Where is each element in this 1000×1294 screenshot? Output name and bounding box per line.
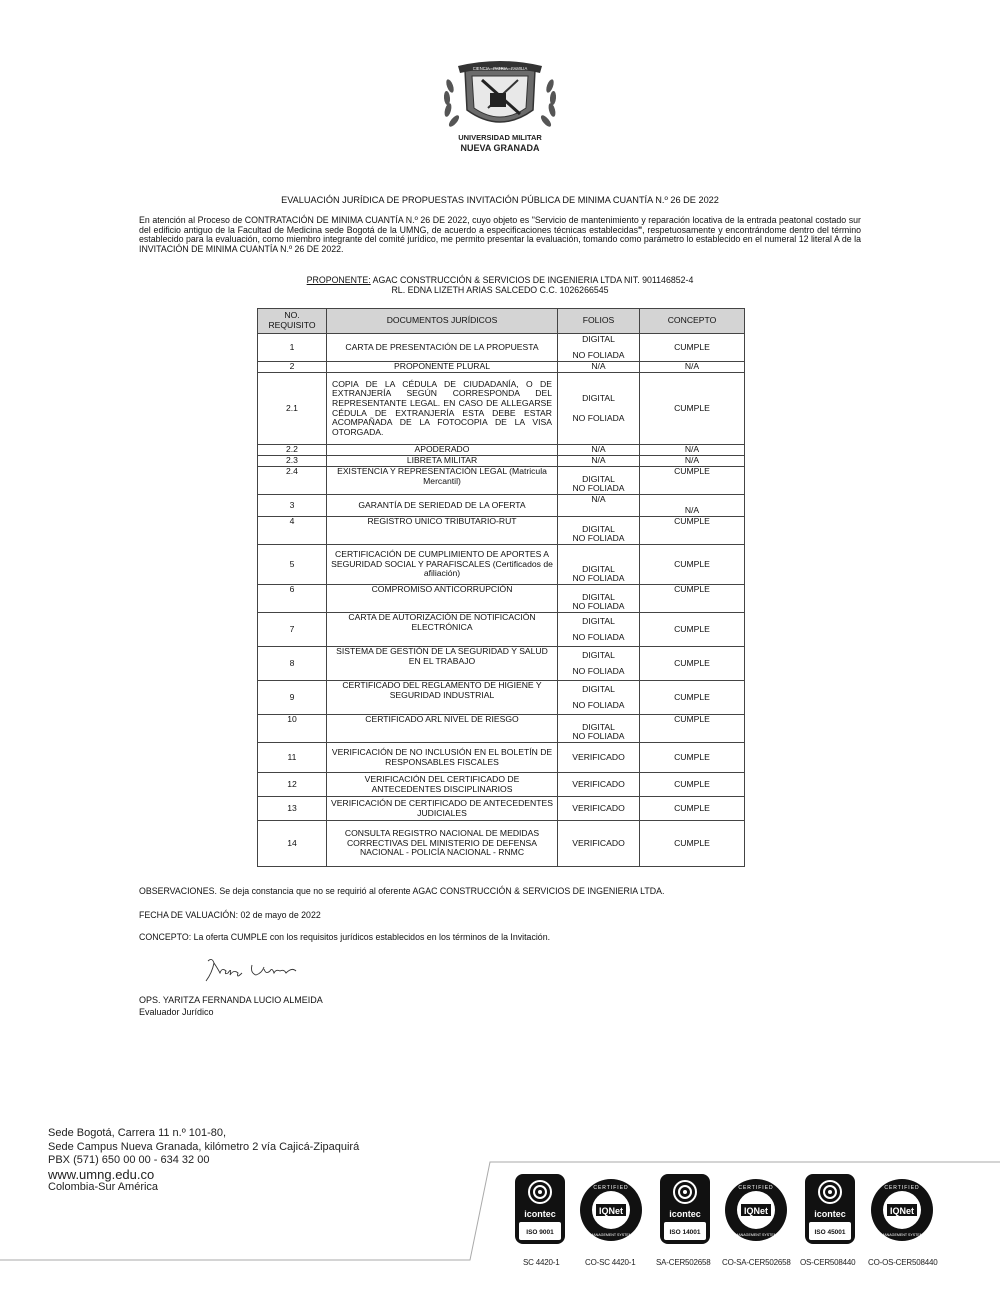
folios-cell [558, 743, 640, 773]
document-name: APODERADO [327, 445, 558, 456]
folios-status: DIGITAL [582, 591, 615, 602]
document-name: CONSULTA REGISTRO NACIONAL DE MEDIDAS CORRECTIVAS DEL MINISTERIO DE DEFENSA NACIONAL - POLICÍA NACIONAL - RNMC [327, 821, 558, 867]
requisito-number: 6 [258, 585, 327, 613]
iso-standard: ISO 45001 [814, 1229, 846, 1236]
requisito-number: 3 [258, 495, 327, 517]
folios-status: N/A [591, 361, 606, 372]
iqnet-brand: IQNet [598, 1206, 624, 1216]
icontec-badge [797, 1172, 863, 1248]
folios-status: DIGITAL [582, 333, 615, 344]
icontec-badge [507, 1172, 573, 1248]
table-row [258, 613, 745, 647]
iqnet-badge [723, 1172, 789, 1248]
folios-cell [558, 773, 640, 797]
logo-line1: UNIVERSIDAD MILITAR [458, 133, 542, 142]
folios-status: DIGITAL [582, 473, 615, 484]
requisito-number: 2.3 [258, 456, 327, 467]
logo-line2: NUEVA GRANADA [460, 143, 540, 153]
table-row [258, 585, 745, 613]
folios-status: DIGITAL [582, 721, 615, 732]
certification-code: OS-CER508440 [800, 1258, 856, 1267]
iso-standard: ISO 9001 [526, 1229, 554, 1236]
requisito-number: 2.4 [258, 467, 327, 495]
concepto-cell: CUMPLE [640, 773, 745, 797]
document-name: CERTIFICACIÓN DE CUMPLIMIENTO DE APORTES A SEGURIDAD SOCIAL Y PARAFISCALES (Certificados de afiliación) [327, 545, 558, 585]
requisito-number: 2.1 [258, 373, 327, 445]
folios-status: VERIFICADO [572, 802, 625, 813]
document-name: GARANTÍA DE SERIEDAD DE LA OFERTA [327, 495, 558, 517]
folios-cell [558, 613, 640, 647]
requisito-number: 4 [258, 517, 327, 545]
concepto-cell: CUMPLE [640, 647, 745, 681]
folios-note: NO FOLIADA [572, 601, 625, 612]
folios-cell [558, 545, 640, 585]
table-row [258, 647, 745, 681]
proponent-label: PROPONENTE: [306, 275, 371, 285]
table-row [258, 715, 745, 743]
intro-part2: , respetuosamente y encontrándome dentro del término establecido para la evaluación, como miembro integrante del comité jurídico, me permito presentar la evaluación, tomando como parámetro lo establecido en el numeral 12 literal A de la INVITACIÓN DE MINIMA CUANTÍA N.º 26 DE 2022. [139, 224, 861, 254]
document-name: LIBRETA MILITAR [327, 456, 558, 467]
table-row [258, 821, 745, 867]
folios-status: VERIFICADO [572, 778, 625, 789]
iqnet-top-text: CERTIFIED [593, 1185, 629, 1191]
folios-cell [558, 715, 640, 743]
signer-name: OPS. YARITZA FERNANDA LUCIO ALMEIDA [139, 995, 323, 1005]
folios-note: NO FOLIADA [572, 665, 625, 676]
document-name: PROPONENTE PLURAL [327, 362, 558, 373]
folios-cell [558, 334, 640, 362]
concept-statement: CONCEPTO: La oferta CUMPLE con los requisitos jurídicos establecidos en los términos de la Invitación. [139, 932, 551, 942]
folios-cell [558, 495, 640, 517]
document-name: VERIFICACIÓN DE NO INCLUSIÓN EN EL BOLETÍN DE RESPONSABLES FISCALES [327, 743, 558, 773]
folios-note: NO FOLIADA [572, 349, 625, 360]
document-name: COMPROMISO ANTICORRUPCIÓN [327, 585, 558, 613]
document-name: REGISTRO UNICO TRIBUTARIO-RUT [327, 517, 558, 545]
folios-note: NO FOLIADA [572, 533, 625, 544]
concepto-cell: CUMPLE [640, 613, 745, 647]
footer-line3: PBX (571) 650 00 00 - 634 32 00 [48, 1154, 210, 1166]
certification-code: CO-OS-CER508440 [868, 1258, 938, 1267]
table-row [258, 362, 745, 373]
document-name: SISTEMA DE GESTIÓN DE LA SEGURIDAD Y SALUD EN EL TRABAJO [327, 647, 558, 681]
table-row [258, 773, 745, 797]
folios-cell [558, 797, 640, 821]
requisito-number: 8 [258, 647, 327, 681]
concepto-cell: CUMPLE [640, 715, 745, 743]
folios-status: DIGITAL [582, 615, 615, 626]
folios-note: NO FOLIADA [572, 731, 625, 742]
folios-status: N/A [591, 444, 606, 455]
iqnet-bottom-text: MANAGEMENT SYSTEM [881, 1233, 923, 1237]
proponent-line2: RL. EDNA LIZETH ARIAS SALCEDO C.C. 1026266545 [391, 285, 609, 295]
table-header-row [258, 309, 745, 334]
requirements-table [257, 308, 745, 867]
folios-status: VERIFICADO [572, 837, 625, 848]
folios-cell [558, 456, 640, 467]
table-row [258, 797, 745, 821]
icontec-badge [652, 1172, 718, 1248]
icontec-brand: icontec [669, 1209, 701, 1219]
iqnet-bottom-text: MANAGEMENT SYSTEM [590, 1233, 632, 1237]
header-folios: FOLIOS [558, 309, 640, 334]
footer-line2: Sede Campus Nueva Granada, kilómetro 2 vía Cajicá-Zipaquirá [48, 1140, 360, 1153]
intro-paragraph [139, 216, 861, 254]
folios-status: N/A [591, 494, 606, 504]
document-name: CERTIFICADO DEL REGLAMENTO DE HIGIENE Y SEGURIDAD INDUSTRIAL [327, 681, 558, 715]
document-name: VERIFICACIÓN DE CERTIFICADO DE ANTECEDENTES JUDICIALES [327, 797, 558, 821]
table-row [258, 545, 745, 585]
folios-note: NO FOLIADA [572, 699, 625, 710]
proponent-block [0, 275, 1000, 295]
folios-cell [558, 647, 640, 681]
iqnet-badge [869, 1172, 935, 1248]
iqnet-top-text: CERTIFIED [884, 1185, 920, 1191]
folios-cell [558, 681, 640, 715]
folios-note: NO FOLIADA [572, 483, 625, 494]
table-body [258, 334, 745, 867]
folios-note: NO FOLIADA [572, 412, 625, 423]
table-row [258, 495, 745, 517]
iqnet-brand: IQNet [889, 1206, 915, 1216]
folios-status: DIGITAL [582, 523, 615, 534]
table-row [258, 373, 745, 445]
folios-status: VERIFICADO [572, 751, 625, 762]
signer-role: Evaluador Jurídico [139, 1006, 214, 1017]
requisito-number: 10 [258, 715, 327, 743]
folios-status: DIGITAL [582, 683, 615, 694]
umng-logo [410, 58, 590, 156]
requisito-number: 2.2 [258, 445, 327, 456]
document-name: COPIA DE LA CÉDULA DE CIUDADANÍA, O DE EXTRANJERÍA SEGÚN CORRESPONDA DEL REPRESENTANTE LEGAL. EN CASO DE ALLEGARSE CÉDULA DE EXTRANJERÍA ESTA DEBE ESTAR ACOMPAÑADA DE LA FOTOCOPIA DE LA VISA OTORGADA. [327, 373, 558, 445]
folios-note: NO FOLIADA [572, 631, 625, 642]
table-row [258, 681, 745, 715]
icontec-brand: icontec [814, 1209, 846, 1219]
folios-status: DIGITAL [582, 563, 615, 574]
folios-cell [558, 362, 640, 373]
folios-cell [558, 517, 640, 545]
footer-line1: Sede Bogotá, Carrera 11 n.º 101-80, [48, 1127, 227, 1139]
table-row [258, 517, 745, 545]
concepto-cell: CUMPLE [640, 517, 745, 545]
folios-status: DIGITAL [582, 392, 615, 403]
iqnet-bottom-text: MANAGEMENT SYSTEM [735, 1233, 777, 1237]
signer-block [139, 995, 323, 1018]
header-no: NO. REQUISITO [258, 309, 327, 334]
requisito-number: 9 [258, 681, 327, 715]
requisito-number: 1 [258, 334, 327, 362]
certification-code: CO-SC 4420-1 [585, 1258, 636, 1267]
certification-code: CO-SA-CER502658 [722, 1258, 791, 1267]
concepto-cell: CUMPLE [640, 821, 745, 867]
folios-cell [558, 373, 640, 445]
requisito-number: 11 [258, 743, 327, 773]
table-row [258, 334, 745, 362]
footer-line5: Colombia-Sur América [48, 1181, 159, 1193]
requisito-number: 5 [258, 545, 327, 585]
iso-standard: ISO 14001 [669, 1229, 701, 1236]
document-name: EXISTENCIA Y REPRESENTACIÓN LEGAL (Matricula Mercantil) [327, 467, 558, 495]
concepto-cell: CUMPLE [640, 743, 745, 773]
requisito-number: 12 [258, 773, 327, 797]
folios-cell [558, 585, 640, 613]
header-doc: DOCUMENTOS JURÍDICOS [327, 309, 558, 334]
requisito-number: 14 [258, 821, 327, 867]
table-row [258, 445, 745, 456]
table-row [258, 467, 745, 495]
folios-cell [558, 821, 640, 867]
handwritten-signature [200, 955, 300, 985]
concepto-cell: CUMPLE [640, 467, 745, 495]
document-name: CARTA DE AUTORIZACIÓN DE NOTIFICACIÓN ELECTRÓNICA [327, 613, 558, 647]
iqnet-top-text: CERTIFIED [738, 1185, 774, 1191]
document-name: CARTA DE PRESENTACIÓN DE LA PROPUESTA [327, 334, 558, 362]
requisito-number: 2 [258, 362, 327, 373]
table-row [258, 743, 745, 773]
icontec-brand: icontec [524, 1209, 556, 1219]
header-concepto: CONCEPTO [640, 309, 745, 334]
iqnet-brand: IQNet [743, 1206, 769, 1216]
intro-part1: En atención al Proceso de CONTRATACIÓN DE MINIMA CUANTÍA N.º 26 DE 2022, cuyo objeto es "Servicio de mantenimiento y reparación locativa de la entrada peatonal costado sur del edificio antiguo de la Facultad de Medicina sede Bogotá de la UMNG, de acuerdo a especificaciones técnicas establecidas [139, 215, 861, 235]
concepto-cell: CUMPLE [640, 545, 745, 585]
logo-motto: CIENCIA · PATRIA · FAMILIA [472, 66, 528, 71]
concepto-cell: CUMPLE [640, 681, 745, 715]
certification-code: SC 4420-1 [523, 1258, 560, 1267]
concepto-cell: CUMPLE [640, 797, 745, 821]
observations: OBSERVACIONES. Se deja constancia que no se requirió al oferente AGAC CONSTRUCCIÓN & SERVICIOS DE INGENIERIA LTDA. [139, 886, 665, 896]
table-row [258, 456, 745, 467]
folios-note: NO FOLIADA [572, 573, 625, 584]
concepto-cell: N/A [640, 362, 745, 373]
concepto-cell: N/A [640, 445, 745, 456]
intro-quote: " [638, 224, 643, 235]
document-name: VERIFICACIÓN DEL CERTIFICADO DE ANTECEDENTES DISCIPLINARIOS [327, 773, 558, 797]
document-title: EVALUACIÓN JURÍDICA DE PROPUESTAS INVITACIÓN PÚBLICA DE MINIMA CUANTÍA N.º 26 DE 2022 [281, 195, 719, 205]
document-name: CERTIFICADO ARL NIVEL DE RIESGO [327, 715, 558, 743]
folios-status: DIGITAL [582, 649, 615, 660]
concepto-cell: CUMPLE [640, 373, 745, 445]
folios-status: N/A [591, 455, 606, 466]
proponent-line1: AGAC CONSTRUCCIÓN & SERVICIOS DE INGENIERIA LTDA NIT. 901146852-4 [370, 275, 694, 285]
evaluation-date: FECHA DE VALUACIÓN: 02 de mayo de 2022 [139, 910, 321, 920]
concepto-cell: N/A [640, 456, 745, 467]
concepto-cell: N/A [640, 495, 745, 517]
footer-website: www.umng.edu.co [48, 1166, 155, 1182]
concepto-cell: CUMPLE [640, 585, 745, 613]
folios-cell [558, 445, 640, 456]
requisito-number: 7 [258, 613, 327, 647]
requisito-number: 13 [258, 797, 327, 821]
certification-code: SA-CER502658 [656, 1258, 711, 1267]
folios-cell [558, 467, 640, 495]
iqnet-badge [578, 1172, 644, 1248]
concepto-cell: CUMPLE [640, 334, 745, 362]
